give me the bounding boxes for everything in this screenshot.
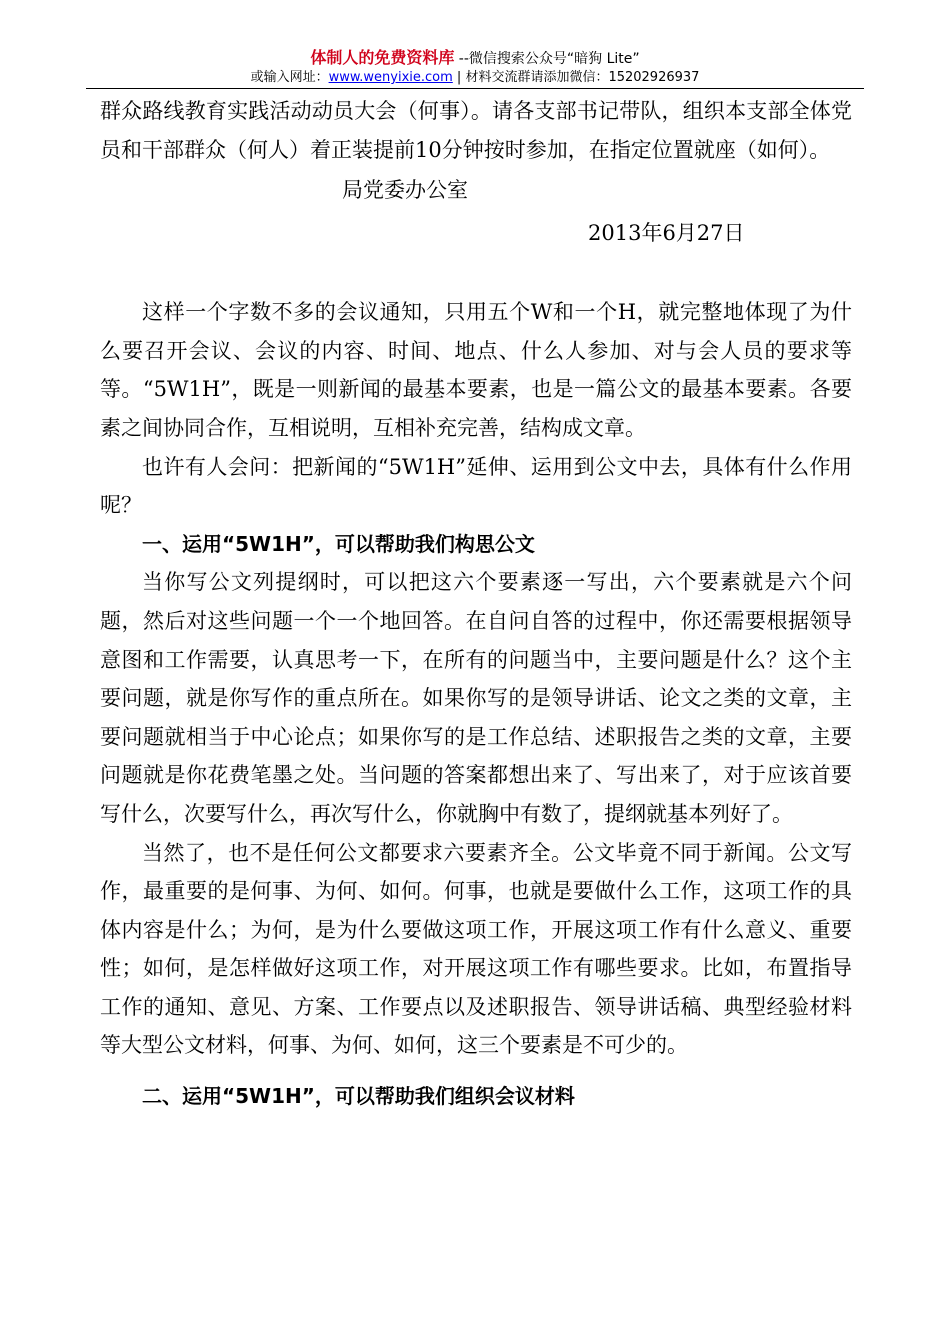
notice-paragraph-end: 群众路线教育实践活动动员大会（何事）。请各支部书记带队，组织本支部全体党员和干部群众（何人）着正装提前10分钟按时参加，在指定位置就座（如何）。 — [100, 99, 852, 162]
paragraph-spacer — [100, 255, 852, 293]
signature-date: 2013年6月27日 — [588, 221, 745, 246]
header-brand: 体制人的免费资料库 — [310, 48, 455, 67]
header-url-link[interactable]: www.wenyixie.com — [328, 70, 453, 85]
header-divider — [86, 88, 864, 89]
section-heading-1: 一、运用“5W1H”，可以帮助我们构思公文 — [142, 531, 535, 556]
header-line-1 — [0, 48, 950, 69]
document-body — [100, 92, 852, 1116]
header-line-2 — [0, 69, 950, 87]
signature-organization: 局党委办公室 — [342, 178, 468, 203]
body-paragraph-3: 当你写公文列提纲时，可以把这六个要素逐一写出，六个要素就是六个问题，然后对这些问题一个一个地回答。在自问自答的过程中，你还需要根据领导意图和工作需要，认真思考一下，在所有的问题当中，主要问题是什么？这个主要问题，就是你写作的重点所在。如果你写的是领导讲话、论文之类的文章，主要问题就相当于中心论点；如果你写的是工作总结、述职报告之类的文章，主要问题就是你花费笔墨之处。当问题的答案都想出来了、写出来了，对于应该首要写什么，次要写什么，再次写什么，你就胸中有数了，提纲就基本列好了。 — [100, 570, 852, 826]
body-paragraph-4: 当然了，也不是任何公文都要求六要素齐全。公文毕竟不同于新闻。公文写作，最重要的是何事、为何、如何。何事，也就是要做什么工作，这项工作的具体内容是什么；为何，是为什么要做这项工作，开展这项工作有什么意义、重要性；如何，是怎样做好这项工作，对开展这项工作有哪些要求。比如，布置指导工作的通知、意见、方案、工作要点以及述职报告、领导讲话稿、典型经验材料等大型公文材料，何事、为何、如何，这三个要素是不可少的。 — [100, 840, 852, 1058]
page-header — [0, 48, 950, 87]
section-heading-2: 二、运用“5W1H”，可以帮助我们组织会议材料 — [142, 1084, 575, 1109]
body-paragraph-1: 这样一个字数不多的会议通知，只用五个W和一个H，就完整地体现了为什么要召开会议、会议的内容、时间、地点、什么人参加、对与会人员的要求等等。“5W1H”，既是一则新闻的最基本要素，也是一篇公文的最基本要素。各要素之间协同合作，互相说明，互相补充完善，结构成文章。 — [100, 300, 852, 440]
header-contact-note: | 材料交流群请添加微信：15202926937 — [452, 70, 700, 85]
body-paragraph-2: 也许有人会问：把新闻的“5W1H”延伸、运用到公文中去，具体有什么作用呢？ — [100, 454, 852, 518]
header-url-prefix: 或输入网址： — [250, 70, 329, 85]
header-wechat-note: --微信搜索公众号“暗狗 Lite” — [454, 51, 640, 67]
